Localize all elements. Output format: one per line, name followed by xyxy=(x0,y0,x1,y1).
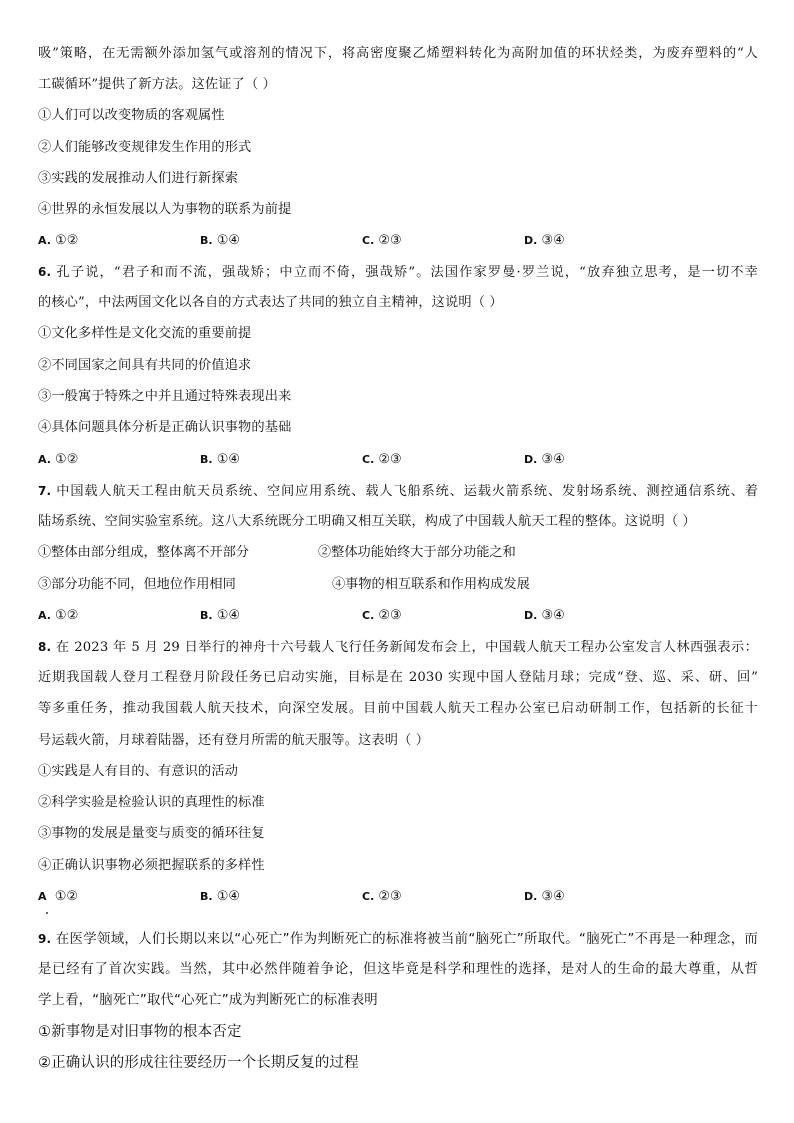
q9-item-2: ②正确认识的形成往往要经历一个长期反复的过程 xyxy=(38,1055,359,1071)
q6-option-c[interactable]: C. ②③ xyxy=(362,452,402,467)
q5-option-d[interactable]: D. ③④ xyxy=(524,233,565,248)
q6-number: 6. xyxy=(38,265,52,279)
q8-item-1: ①实践是人有目的、有意识的活动 xyxy=(38,764,239,779)
q7-stem-line-1: 7. 中国载人航天工程由航天员系统、空间应用系统、载人飞船系统、运载火箭系统、发射场系统、测控通信系统、着 xyxy=(38,484,759,499)
q8-stem-line-4: 号运载火箭，月球着陆器，还有登月所需的航天服等。这表明（ ） xyxy=(38,733,430,748)
q8-stem-line-3: 等多重任务，推动我国载人航天技术，向深空发展。目前中国载人航天工程办公室已启动研制工作，包括新的长征十 xyxy=(38,701,758,716)
q6-option-a[interactable]: A. ①② xyxy=(38,452,79,467)
q6-option-d[interactable]: D. ③④ xyxy=(524,452,565,467)
q5-item-3: ③实践的发展推动人们进行新探索 xyxy=(38,171,239,186)
q7-option-a[interactable]: A. ①② xyxy=(38,608,79,623)
q7-item-1: ①整体由部分组成，整体离不开部分 xyxy=(38,545,249,560)
q7-item-3: ③部分功能不同，但地位作用相同 xyxy=(38,577,236,592)
q8-item-4: ④正确认识事物必须把握联系的多样性 xyxy=(38,858,265,873)
q5-item-1: ①人们可以改变物质的客观属性 xyxy=(38,108,225,123)
q5-stem-line-2: 工碳循环”提供了新方法。这佐证了（ ） xyxy=(38,77,276,92)
q8-option-c[interactable]: C. ②③ xyxy=(362,889,402,904)
q9-stem-line-2: 是已经有了首次实践。当然，其中必然伴随着争论，但这毕竟是科学和理性的选择，是对人的生命的最大尊重，从哲 xyxy=(38,962,758,977)
q6-item-2: ②不同国家之间具有共同的价值追求 xyxy=(38,358,252,373)
q6-stem-line-1: 6. 孔子说，“君子和而不流，强哉矫；中立而不倚，强哉矫”。法国作家罗曼·罗兰说，“放弃独立思考，是一切不幸 xyxy=(38,265,758,280)
q8-stem-line-2: 近期我国载人登月工程登月阶段任务已启动实施，目标是在 2030 实现中国人登陆月球；完成“登、巡、采、研、回” xyxy=(38,670,758,685)
q8-option-b[interactable]: B. ①④ xyxy=(200,889,241,904)
q7-number: 7. xyxy=(38,484,52,498)
q7-options xyxy=(38,607,758,625)
q5-options xyxy=(38,232,758,250)
q7-option-c[interactable]: C. ②③ xyxy=(362,608,402,623)
q7-option-d[interactable]: D. ③④ xyxy=(524,608,565,623)
q9-number: 9. xyxy=(38,932,52,946)
stray-dot xyxy=(46,912,48,914)
q7-option-b[interactable]: B. ①④ xyxy=(200,608,241,623)
q7-item-2: ②整体功能始终大于部分功能之和 xyxy=(318,545,516,560)
q6-item-1: ①文化多样性是文化交流的重要前提 xyxy=(38,326,252,341)
q7-item-4: ④事物的相互联系和作用构成发展 xyxy=(332,577,530,592)
q8-option-a[interactable]: A ①② xyxy=(38,889,79,904)
q5-item-2: ②人们能够改变规律发生作用的形式 xyxy=(38,140,252,155)
q6-item-4: ④具体问题具体分析是正确认识事物的基础 xyxy=(38,420,292,435)
q5-option-b[interactable]: B. ①④ xyxy=(200,233,241,248)
q9-item-1: ①新事物是对旧事物的根本否定 xyxy=(38,1024,242,1040)
q7-stem-line-2: 陆场系统、空间实验室系统。这八大系统既分工明确又相互关联，构成了中国载人航天工程的整体。这说明（ ） xyxy=(38,514,696,529)
q9-stem-line-3: 学上看，“脑死亡”取代“心死亡”成为判断死亡的标准表明 xyxy=(38,993,378,1008)
q8-item-2: ②科学实验是检验认识的真理性的标准 xyxy=(38,795,265,810)
q8-number: 8. xyxy=(38,640,52,654)
q6-item-3: ③一般寓于特殊之中并且通过特殊表现出来 xyxy=(38,389,292,404)
q9-stem-line-1: 9. 在医学领域，人们长期以来以“心死亡”作为判断死亡的标准将被当前“脑死亡”所取代。“脑死亡”不再是一种理念，而 xyxy=(38,932,758,947)
q6-options xyxy=(38,451,758,469)
q5-stem-line-1: 吸”策略，在无需额外添加氢气或溶剂的情况下，将高密度聚乙烯塑料转化为高附加值的环状烃类，为废弃塑料的“人 xyxy=(38,46,758,61)
q5-option-c[interactable]: C. ②③ xyxy=(362,233,402,248)
q8-item-3: ③事物的发展是量变与质变的循环往复 xyxy=(38,826,265,841)
q8-stem-line-1: 8. 在 2023 年 5 月 29 日举行的神舟十六号载人飞行任务新闻发布会上，中国载人航天工程办公室发言人林西强表示： xyxy=(38,640,758,655)
q5-item-4: ④世界的永恒发展以人为事物的联系为前提 xyxy=(38,202,292,217)
q8-options xyxy=(38,888,758,906)
q8-option-d[interactable]: D. ③④ xyxy=(524,889,565,904)
q6-option-b[interactable]: B. ①④ xyxy=(200,452,241,467)
q5-option-a[interactable]: A. ①② xyxy=(38,233,79,248)
q6-stem-line-2: 的核心”，中法两国文化以各自的方式表达了共同的独立自主精神，这说明（ ） xyxy=(38,295,503,310)
